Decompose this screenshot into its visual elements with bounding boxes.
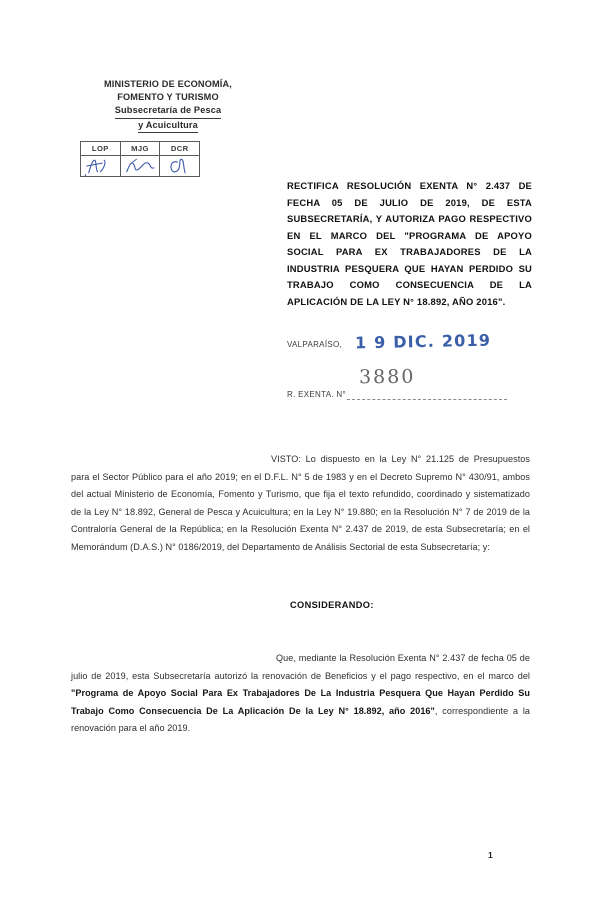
- place-and-date: [287, 330, 537, 358]
- title-line: INDUSTRIA PESQUERA QUE HAYAN PERDIDO SU: [287, 262, 532, 274]
- handwritten-initial-icon: [160, 156, 199, 176]
- handwritten-initial-icon: [81, 156, 120, 176]
- letterhead: [68, 78, 268, 133]
- considerando-paragraph: [71, 650, 530, 738]
- letterhead-line-1: MINISTERIO DE ECONOMÍA,: [104, 79, 232, 89]
- resolution-number-rule: [347, 399, 507, 400]
- visa-header-dcr: DCR: [160, 142, 200, 156]
- title-line: APLICACIÓN DE LA LEY N° 18.892, AÑO 2016".: [287, 295, 506, 307]
- resolution-title-block: [287, 178, 532, 310]
- place-label: VALPARAÍSO,: [287, 340, 343, 349]
- resolution-number-value: 3880: [358, 365, 416, 389]
- title-line: RECTIFICA RESOLUCIÓN EXENTA N° 2.437 DE: [287, 180, 532, 191]
- title-line: TRABAJO COMO CONSECUENCIA DE LA: [287, 279, 532, 290]
- visa-header-mjg: MJG: [120, 142, 160, 156]
- title-line: EN EL MARCO DEL "PROGRAMA DE APOYO: [287, 229, 532, 241]
- visa-initials-table: [80, 141, 200, 177]
- letterhead-line-4: y Acuicultura: [68, 119, 268, 133]
- page-number: 1: [488, 850, 493, 860]
- visto-paragraph: VISTO: Lo dispuesto en la Ley N° 21.125 de Presupuestos para el Sector Público para el año 2019; en el D.F.L. N° 5 de 1983 y en el Decreto Supremo N° 430/91, ambos del actual Ministerio de Economía, Fomento y Turismo, que fija el texto refundido, coordinado y sistematizado de la Ley N° 18.892, General de Pesca y Acuicultura; en la Ley N° 19.880; en la Resolución N° 7 de 2019 de la Contraloría General de la República; en la Resolución Exenta N° 2.437 de 2019, de esta Subsecretaría; en el Memorándum (D.A.S.) N° 0186/2019, del Departamento de Análisis Sectorial de esta Subsecretaría; y:: [71, 454, 530, 552]
- visa-signature-lop: [81, 156, 121, 177]
- considerando-program-name: "Programa de Apoyo Social Para Ex Trabajadores De La Industria Pesquera Que Hayan Perdido Su Trabajo Como Consecuencia De La Aplicación De la Ley N° 18.892, año 2016": [71, 688, 530, 716]
- resolution-number-row: [287, 366, 537, 400]
- letterhead-line-2: FOMENTO Y TURISMO: [117, 92, 219, 103]
- title-line: SOCIAL PARA EX TRABAJADORES DE LA: [287, 246, 532, 257]
- letterhead-line-3: Subsecretaría de Pesca: [68, 104, 268, 118]
- visa-header-lop: LOP: [81, 142, 121, 156]
- visa-signature-row: [81, 156, 200, 177]
- title-line: SUBSECRETARÍA, Y AUTORIZA PAGO RESPECTIVO: [287, 213, 532, 224]
- visa-header-row: [81, 142, 200, 156]
- considerando-text-part2: , correspondiente a la renovación para el año 2019.: [71, 705, 530, 734]
- visa-signature-dcr: [160, 156, 200, 177]
- resolution-number-label: R. EXENTA. N°: [287, 390, 346, 399]
- title-line: FECHA 05 DE JULIO DE 2019, DE ESTA: [287, 196, 532, 208]
- considerando-text-part1: Que, mediante la Resolución Exenta N° 2.437 de fecha 05 de julio de 2019, esta Subsecretaría autorizó la renovación de Beneficios y el pago respectivo, en el marco del: [71, 653, 530, 681]
- handwritten-initial-icon: [121, 156, 160, 176]
- date-stamp: 1 9 DIC. 2019: [354, 330, 492, 353]
- considerando-heading: CONSIDERANDO:: [290, 600, 374, 610]
- visa-signature-mjg: [120, 156, 160, 177]
